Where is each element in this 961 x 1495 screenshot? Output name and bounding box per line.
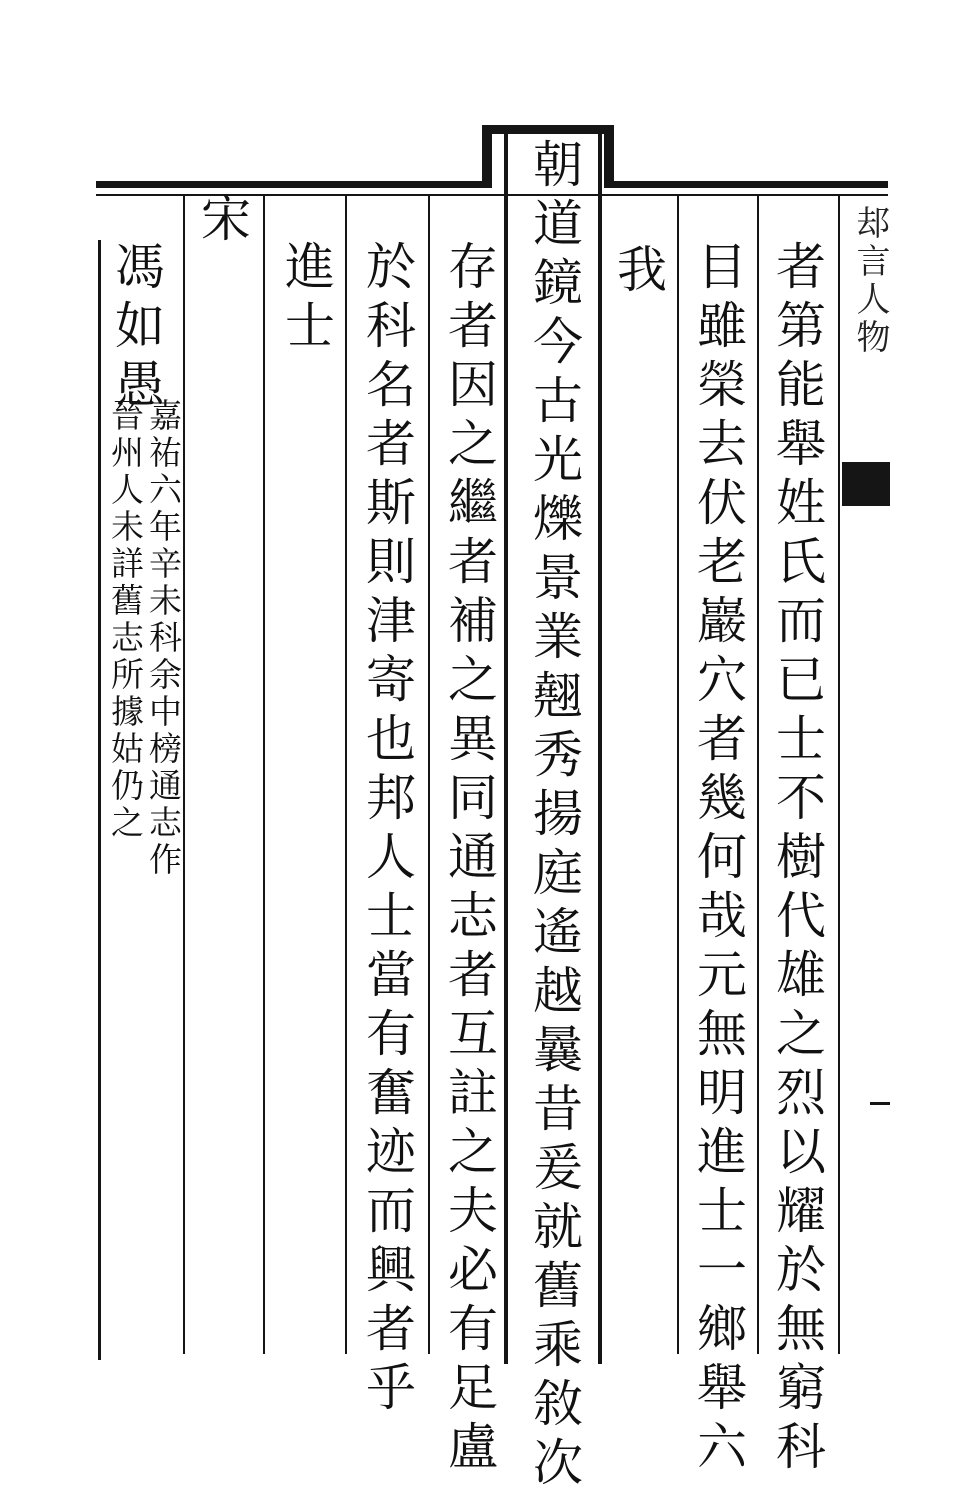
column-rule [757, 194, 759, 1354]
edge-fragment: 𨚫言人物 [850, 205, 890, 357]
top-border-right [606, 181, 888, 188]
text-column-5: 於科名者斯則津寄也邦人士當有奮迹而興者乎 [358, 240, 416, 1420]
entry-note-line-1: 嘉祐六年辛未科余中榜通志作 [144, 398, 183, 879]
fold-rule-right [598, 134, 602, 1364]
fold-running-title: 朝道鏡今古光爍景業翹秀揚庭遙越曩昔爰就舊乘敘次 [525, 138, 583, 1495]
dynasty-heading: 宋 [193, 192, 251, 251]
fold-tab-left [482, 125, 492, 188]
fold-rule-left [504, 134, 508, 1364]
column-rule [428, 194, 430, 1354]
column-rule [677, 194, 679, 1354]
entry-note-line-2: 晉州人未詳舊志所據姑仍之 [106, 398, 145, 842]
fold-tab-top [482, 125, 612, 134]
text-column-3: 我 [609, 243, 667, 302]
column-rule [345, 194, 347, 1354]
section-heading-jinshi: 進士 [277, 240, 335, 358]
text-column-4: 存者因之繼者補之異同通志者互註之夫必有足盧 [440, 240, 498, 1479]
text-column-1: 者第能舉姓氏而已士不樹代雄之烈以耀於無窮科 [768, 240, 826, 1479]
fold-tab-right [604, 125, 614, 188]
right-edge-rule [838, 194, 840, 1354]
top-border-left [96, 181, 484, 188]
fold-marker-dash [870, 1102, 890, 1105]
column-rule [183, 194, 185, 1354]
left-margin-rule [98, 240, 101, 1360]
text-column-2: 目雖榮去伏老巖穴者幾何哉元無明進士一鄉舉六 [689, 240, 747, 1479]
entry-name: 馮如愚 [107, 240, 165, 417]
column-rule [263, 194, 265, 1354]
